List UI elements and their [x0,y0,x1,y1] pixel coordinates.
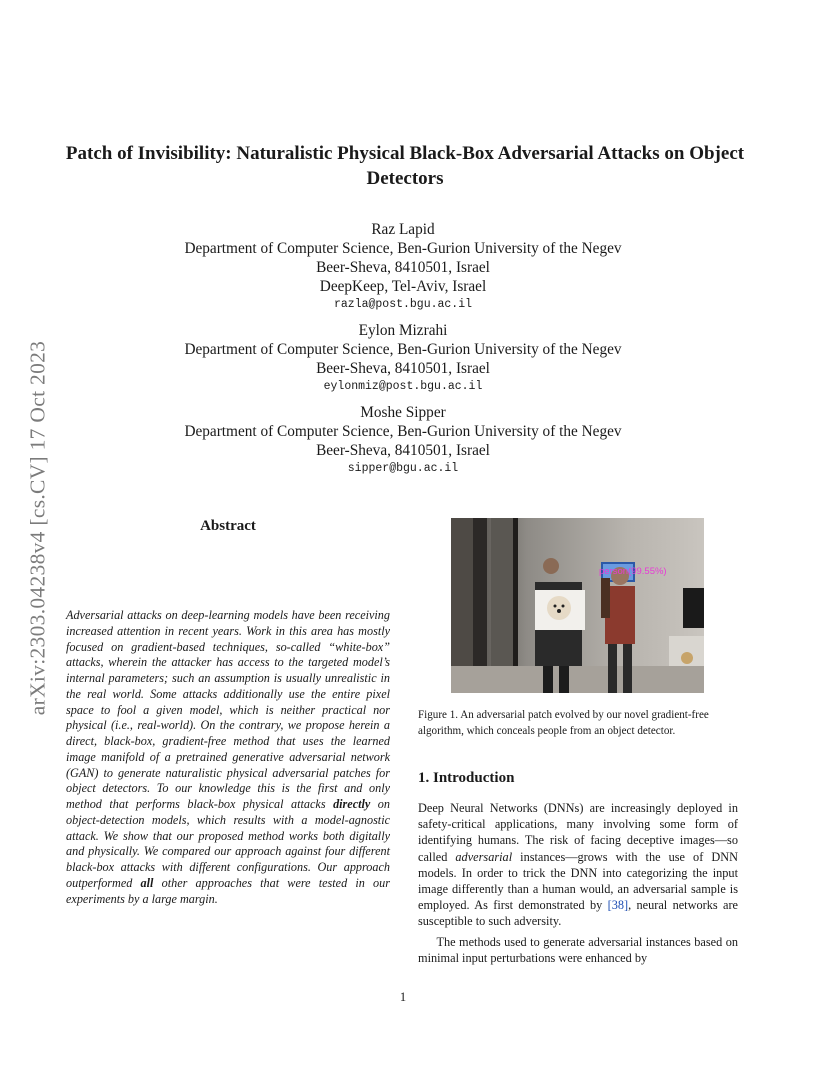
paper-title: Patch of Invisibility: Naturalistic Physical Black-Box Adversarial Attacks on Object Detectors [65,143,745,189]
emphasis: all [140,875,154,890]
section-heading: 1. Introduction [418,770,515,786]
author-affiliation: Department of Computer Science, Ben-Gurion University of the Negev [184,423,622,440]
page-number: 1 [399,990,407,1004]
figure-photo [451,518,704,693]
detection-label: person(99.55%) [599,566,667,577]
citation-link[interactable]: [38] [607,898,629,913]
author-email[interactable]: sipper@bgu.ac.il [347,462,459,475]
author-name: Eylon Mizrahi [358,322,448,339]
figure-caption: Figure 1. An adversarial patch evolved by our novel gradient-free algorithm, which conceals people from an object detector. [418,709,709,737]
abstract-heading: Abstract [200,518,256,534]
arxiv-stamp: arXiv:2303.04238v4 [cs.CV] 17 Oct 2023 [25,340,50,715]
author-email[interactable]: razla@post.bgu.ac.il [333,298,473,311]
intro-text [418,800,738,966]
paragraph: The methods used to generate adversarial instances based on minimal input perturbations were enhanced by [418,934,738,965]
author-affiliation: Beer-Sheva, 8410501, Israel [316,259,490,276]
author-email[interactable]: eylonmiz@post.bgu.ac.il [323,380,483,393]
author-block [100,220,706,485]
author-affiliation: Beer-Sheva, 8410501, Israel [316,442,490,459]
author-affiliation: Beer-Sheva, 8410501, Israel [316,360,490,377]
emphasis: directly [333,797,371,811]
author-name: Moshe Sipper [360,404,446,421]
emphasis: adversarial [455,849,513,864]
author-affiliation: DeepKeep, Tel-Aviv, Israel [319,278,487,295]
figure-photo-illustration [451,518,704,693]
author-name: Raz Lapid [371,221,435,238]
author-affiliation: Department of Computer Science, Ben-Gurion University of the Negev [184,240,622,257]
author-affiliation: Department of Computer Science, Ben-Gurion University of the Negev [184,341,622,358]
paragraph: Deep Neural Networks (DNNs) are increasingly deployed in safety-critical applications, many involving some form of identifying humans. The risk of facing deceptive images—so called adversarial instances—grows with the use of DNN models. In order to trick the DNN into categorizing the input image differently than a human would, an adversarial sample is employed. As first demonstrated by [38], neural networks are susceptible to such adversity. [418,801,738,929]
abstract-text: Adversarial attacks on deep-learning models have been receiving increased attention in recent years. Work in this area has mostly focused on gradient-based techniques, so-called “white-box” attacks, wherein the attacker has access to the targeted model’s internal parameters; such an assumption is usually unrealistic in the real world. Some attacks additionally use the entire pixel space to fool a given model, which is neither practical nor physical (i.e., real-world). On the contrary, we propose herein a direct, black-box, gradient-free method that uses the learned image manifold of a pretrained generative adversarial network (GAN) to generate naturalistic physical adversarial patches for object detectors. To our knowledge this is the first and only method that performs black-box physical attacks directly on object-detection models, which results with a model-agnostic attack. We show that our proposed method works both digitally and physically. We compared our approach against four different black-box attacks with different configurations. Our approach outperformed all other approaches that were tested in our experiments by a large margin. [66,608,390,906]
